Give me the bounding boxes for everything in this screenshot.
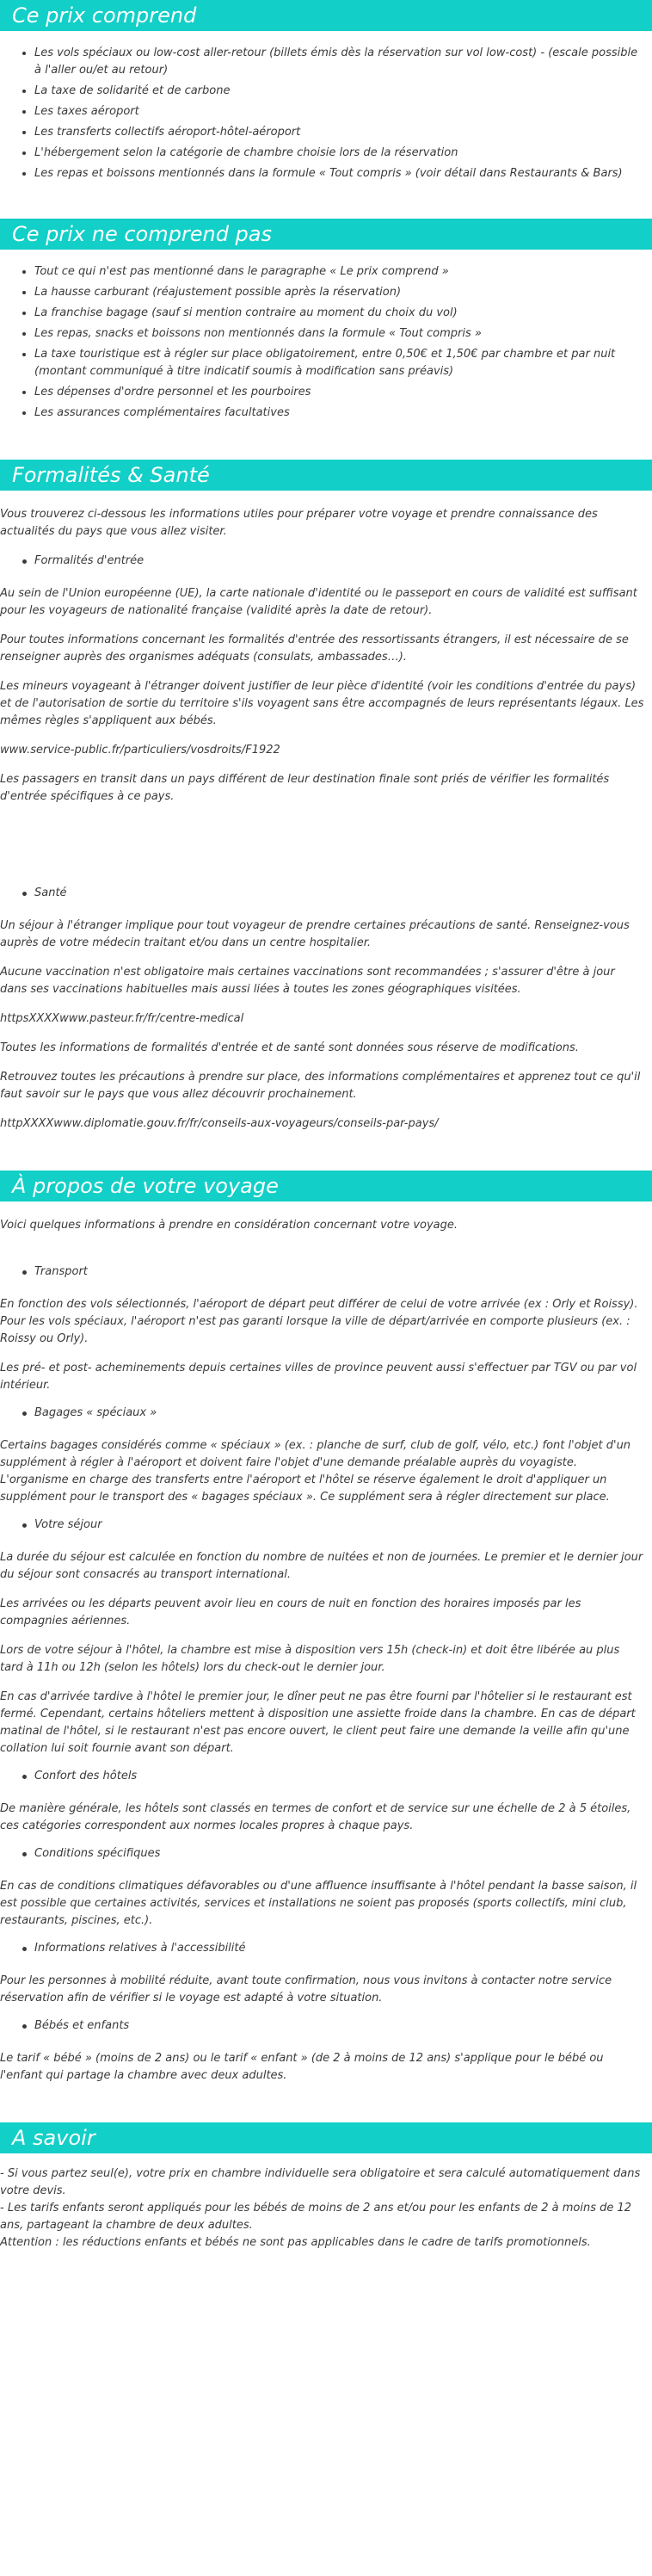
subheading-formalites-entree: Formalités d'entrée (0, 553, 652, 570)
paragraph: - Si vous partez seul(e), votre prix en chambre individuelle sera obligatoire et sera calculé automatiquement dans votre devis. (0, 2167, 641, 2197)
list-item: • Tout ce qui n'est pas mentionné dans le paragraphe « Le prix comprend » (34, 263, 638, 281)
section-title-prix-comprend: Ce prix comprend (0, 0, 652, 31)
prix-ne-comprend-list (0, 263, 652, 422)
subheading-votre-sejour: Votre séjour (0, 1517, 652, 1534)
list-item: • La hausse carburant (réajustement possible après la réservation) (34, 284, 638, 301)
list-item: • Les dépenses d'ordre personnel et les pourboires (34, 384, 638, 401)
link-text: httpsXXXXwww.pasteur.fr/fr/centre-medical (0, 1012, 244, 1025)
list-item: • Les repas et boissons mentionnés dans la formule « Tout compris » (voir détail dans Restaurants & Bars) (34, 165, 638, 182)
list-item: • Les assurances complémentaires facultatives (34, 405, 638, 422)
list-item: • Les transferts collectifs aéroport-hôtel-aéroport (34, 124, 638, 141)
subheading-sante: Santé (0, 885, 652, 902)
paragraph: Pour toutes informations concernant les formalités d'entrée des ressortissants étrangers, il est nécessaire de se renseigner auprès des organismes adéquats (consulats, ambassades…). (0, 633, 629, 664)
paragraph: Aucune vaccination n'est obligatoire mais certaines vaccinations sont recommandées ; s'assurer d'être à jour dans ses vaccinations habituelles mais aussi liées à toutes les zones géographiques visitées. (0, 966, 615, 996)
link-text: httpXXXXwww.diplomatie.gouv.fr/fr/conseils-aux-voyageurs/conseils-par-pays/ (0, 1117, 439, 1130)
subheading-confort-hotels: Confort des hôtels (0, 1768, 652, 1785)
prix-comprend-list (0, 45, 652, 182)
paragraph: Pour les personnes à mobilité réduite, avant toute confirmation, nous vous invitons à contacter notre service réservation afin de vérifier si le voyage est adapté à votre situation. (0, 1974, 612, 2005)
paragraph: Les pré- et post- acheminements depuis certaines villes de province peuvent aussi s'effectuer par TGV ou par vol intérieur. (0, 1362, 637, 1392)
paragraph: Retrouvez toutes les précautions à prendre sur place, des informations complémentaires et apprenez tout ce qu'il faut savoir sur le pays que vous allez découvrir prochainement. (0, 1071, 641, 1101)
list-item: • L'hébergement selon la catégorie de chambre choisie lors de la réservation (34, 145, 638, 162)
paragraph: Lors de votre séjour à l'hôtel, la chambre est mise à disposition vers 15h (check-in) et doit être libérée au plus tard à 11h ou 12h (selon les hôtels) lors du check-out le dernier jour. (0, 1644, 620, 1674)
paragraph: Le tarif « bébé » (moins de 2 ans) ou le tarif « enfant » (de 2 à moins de 12 ans) s'applique pour le bébé ou l'enfant qui partage la chambre avec deux adultes. (0, 2052, 604, 2082)
list-item: • La taxe de solidarité et de carbone (34, 83, 638, 100)
subheading-conditions-specifiques: Conditions spécifiques (0, 1845, 652, 1863)
subheading-bagages-speciaux: Bagages « spéciaux » (0, 1405, 652, 1422)
paragraph: La durée du séjour est calculée en fonction du nombre de nuitées et non de journées. Le premier et le dernier jour du séjour sont consacrés au transport international. (0, 1551, 643, 1581)
paragraph: Les arrivées ou les départs peuvent avoir lieu en cours de nuit en fonction des horaires imposés par les compagnies aériennes. (0, 1597, 581, 1628)
section-title-prix-ne-comprend-pas: Ce prix ne comprend pas (0, 219, 652, 250)
list-item: • La taxe touristique est à régler sur place obligatoirement, entre 0,50€ et 1,50€ par chambre et par nuit (montant communiqué à titre indicatif soumis à modification sans préavis) (34, 346, 638, 380)
paragraph: Les mineurs voyageant à l'étranger doivent justifier de leur pièce d'identité (voir les conditions d'entrée du pays) et de l'autorisation de sortie du territoire s'ils voyagent sans être accompagnés de leurs représentants légaux. Les mêmes règles s'appliquent aux bébés. (0, 680, 644, 727)
list-item: • Les repas, snacks et boissons non mentionnés dans la formule « Tout compris » (34, 325, 638, 343)
paragraph: Certains bagages considérés comme « spéciaux » (ex. : planche de surf, club de golf, vélo, etc.) font l'objet d'un supplément à régler à l'aéroport et doivent faire l'objet d'une demande préalable auprès du voyagiste. L'organisme en charge des transferts entre l'aéroport et l'hôtel se réserve également le droit d'appliquer un supplément pour le transport des « bagages spéciaux ». Ce supplément sera à régler directement sur place. (0, 1439, 631, 1504)
formalites-intro: Vous trouverez ci-dessous les informations utiles pour préparer votre voyage et prendre connaissance des actualités du pays que vous allez visiter. (0, 508, 598, 538)
paragraph: Un séjour à l'étranger implique pour tout voyageur de prendre certaines précautions de santé. Renseignez-vous auprès de votre médecin traitant et/ou dans un centre hospitalier. (0, 919, 630, 949)
paragraph: En fonction des vols sélectionnés, l'aéroport de départ peut différer de celui de votre arrivée (ex : Orly et Roissy). Pour les vols spéciaux, l'aéroport n'est pas garanti lorsque la ville de départ/arrivée en comporte plusieurs (ex. : Roissy ou Orly). (0, 1298, 638, 1345)
link-text: www.service-public.fr/particuliers/vosdroits/F1922 (0, 744, 280, 757)
subheading-accessibilite: Informations relatives à l'accessibilité (0, 1940, 652, 1957)
subheading-transport: Transport (0, 1263, 652, 1281)
paragraph: Les passagers en transit dans un pays différent de leur destination finale sont priés de vérifier les formalités d'entrée spécifiques à ce pays. (0, 773, 610, 803)
a-propos-intro: Voici quelques informations à prendre en considération concernant votre voyage. (0, 1219, 458, 1232)
paragraph: Attention : les réductions enfants et bébés ne sont pas applicables dans le cadre de tarifs promotionnels. (0, 2236, 591, 2249)
paragraph: En cas d'arrivée tardive à l'hôtel le premier jour, le dîner peut ne pas être fourni par l'hôtelier si le restaurant est fermé. Cependant, certains hôteliers mettent à disposition une assiette froide dans la chambre. En cas de départ matinal de l'hôtel, si le restaurant n'est pas encore ouvert, le client peut faire une demande la veille afin qu'une collation lui soit fournie avant son départ. (0, 1690, 636, 1755)
list-item: • La franchise bagage (sauf si mention contraire au moment du choix du vol) (34, 305, 638, 322)
list-item: • Les vols spéciaux ou low-cost aller-retour (billets émis dès la réservation sur vol low-cost) - (escale possible à l'aller ou/et au retour) (34, 45, 638, 79)
section-title-a-propos: À propos de votre voyage (0, 1171, 652, 1202)
paragraph: - Les tarifs enfants seront appliqués pour les bébés de moins de 2 ans et/ou pour les enfants de 2 à moins de 12 ans, partageant la chambre de deux adultes. (0, 2202, 632, 2232)
paragraph: Toutes les informations de formalités d'entrée et de santé sont données sous réserve de modifications. (0, 1041, 579, 1054)
section-title-formalites-sante: Formalités & Santé (0, 460, 652, 491)
paragraph: De manière générale, les hôtels sont classés en termes de confort et de service sur une échelle de 2 à 5 étoiles, ces catégories correspondent aux normes locales propres à chaque pays. (0, 1802, 631, 1832)
section-title-a-savoir: A savoir (0, 2122, 652, 2153)
list-item: • Les taxes aéroport (34, 103, 638, 120)
paragraph: En cas de conditions climatiques défavorables ou d'une affluence insuffisante à l'hôtel pendant la basse saison, il est possible que certaines activités, services et installations ne soient pas proposés (sports collectifs, mini club, restaurants, piscines, etc.). (0, 1880, 637, 1927)
subheading-bebes-enfants: Bébés et enfants (0, 2017, 652, 2035)
paragraph: Au sein de l'Union européenne (UE), la carte nationale d'identité ou le passeport en cours de validité est suffisant pour les voyageurs de nationalité française (validité après la date de retour). (0, 587, 637, 617)
